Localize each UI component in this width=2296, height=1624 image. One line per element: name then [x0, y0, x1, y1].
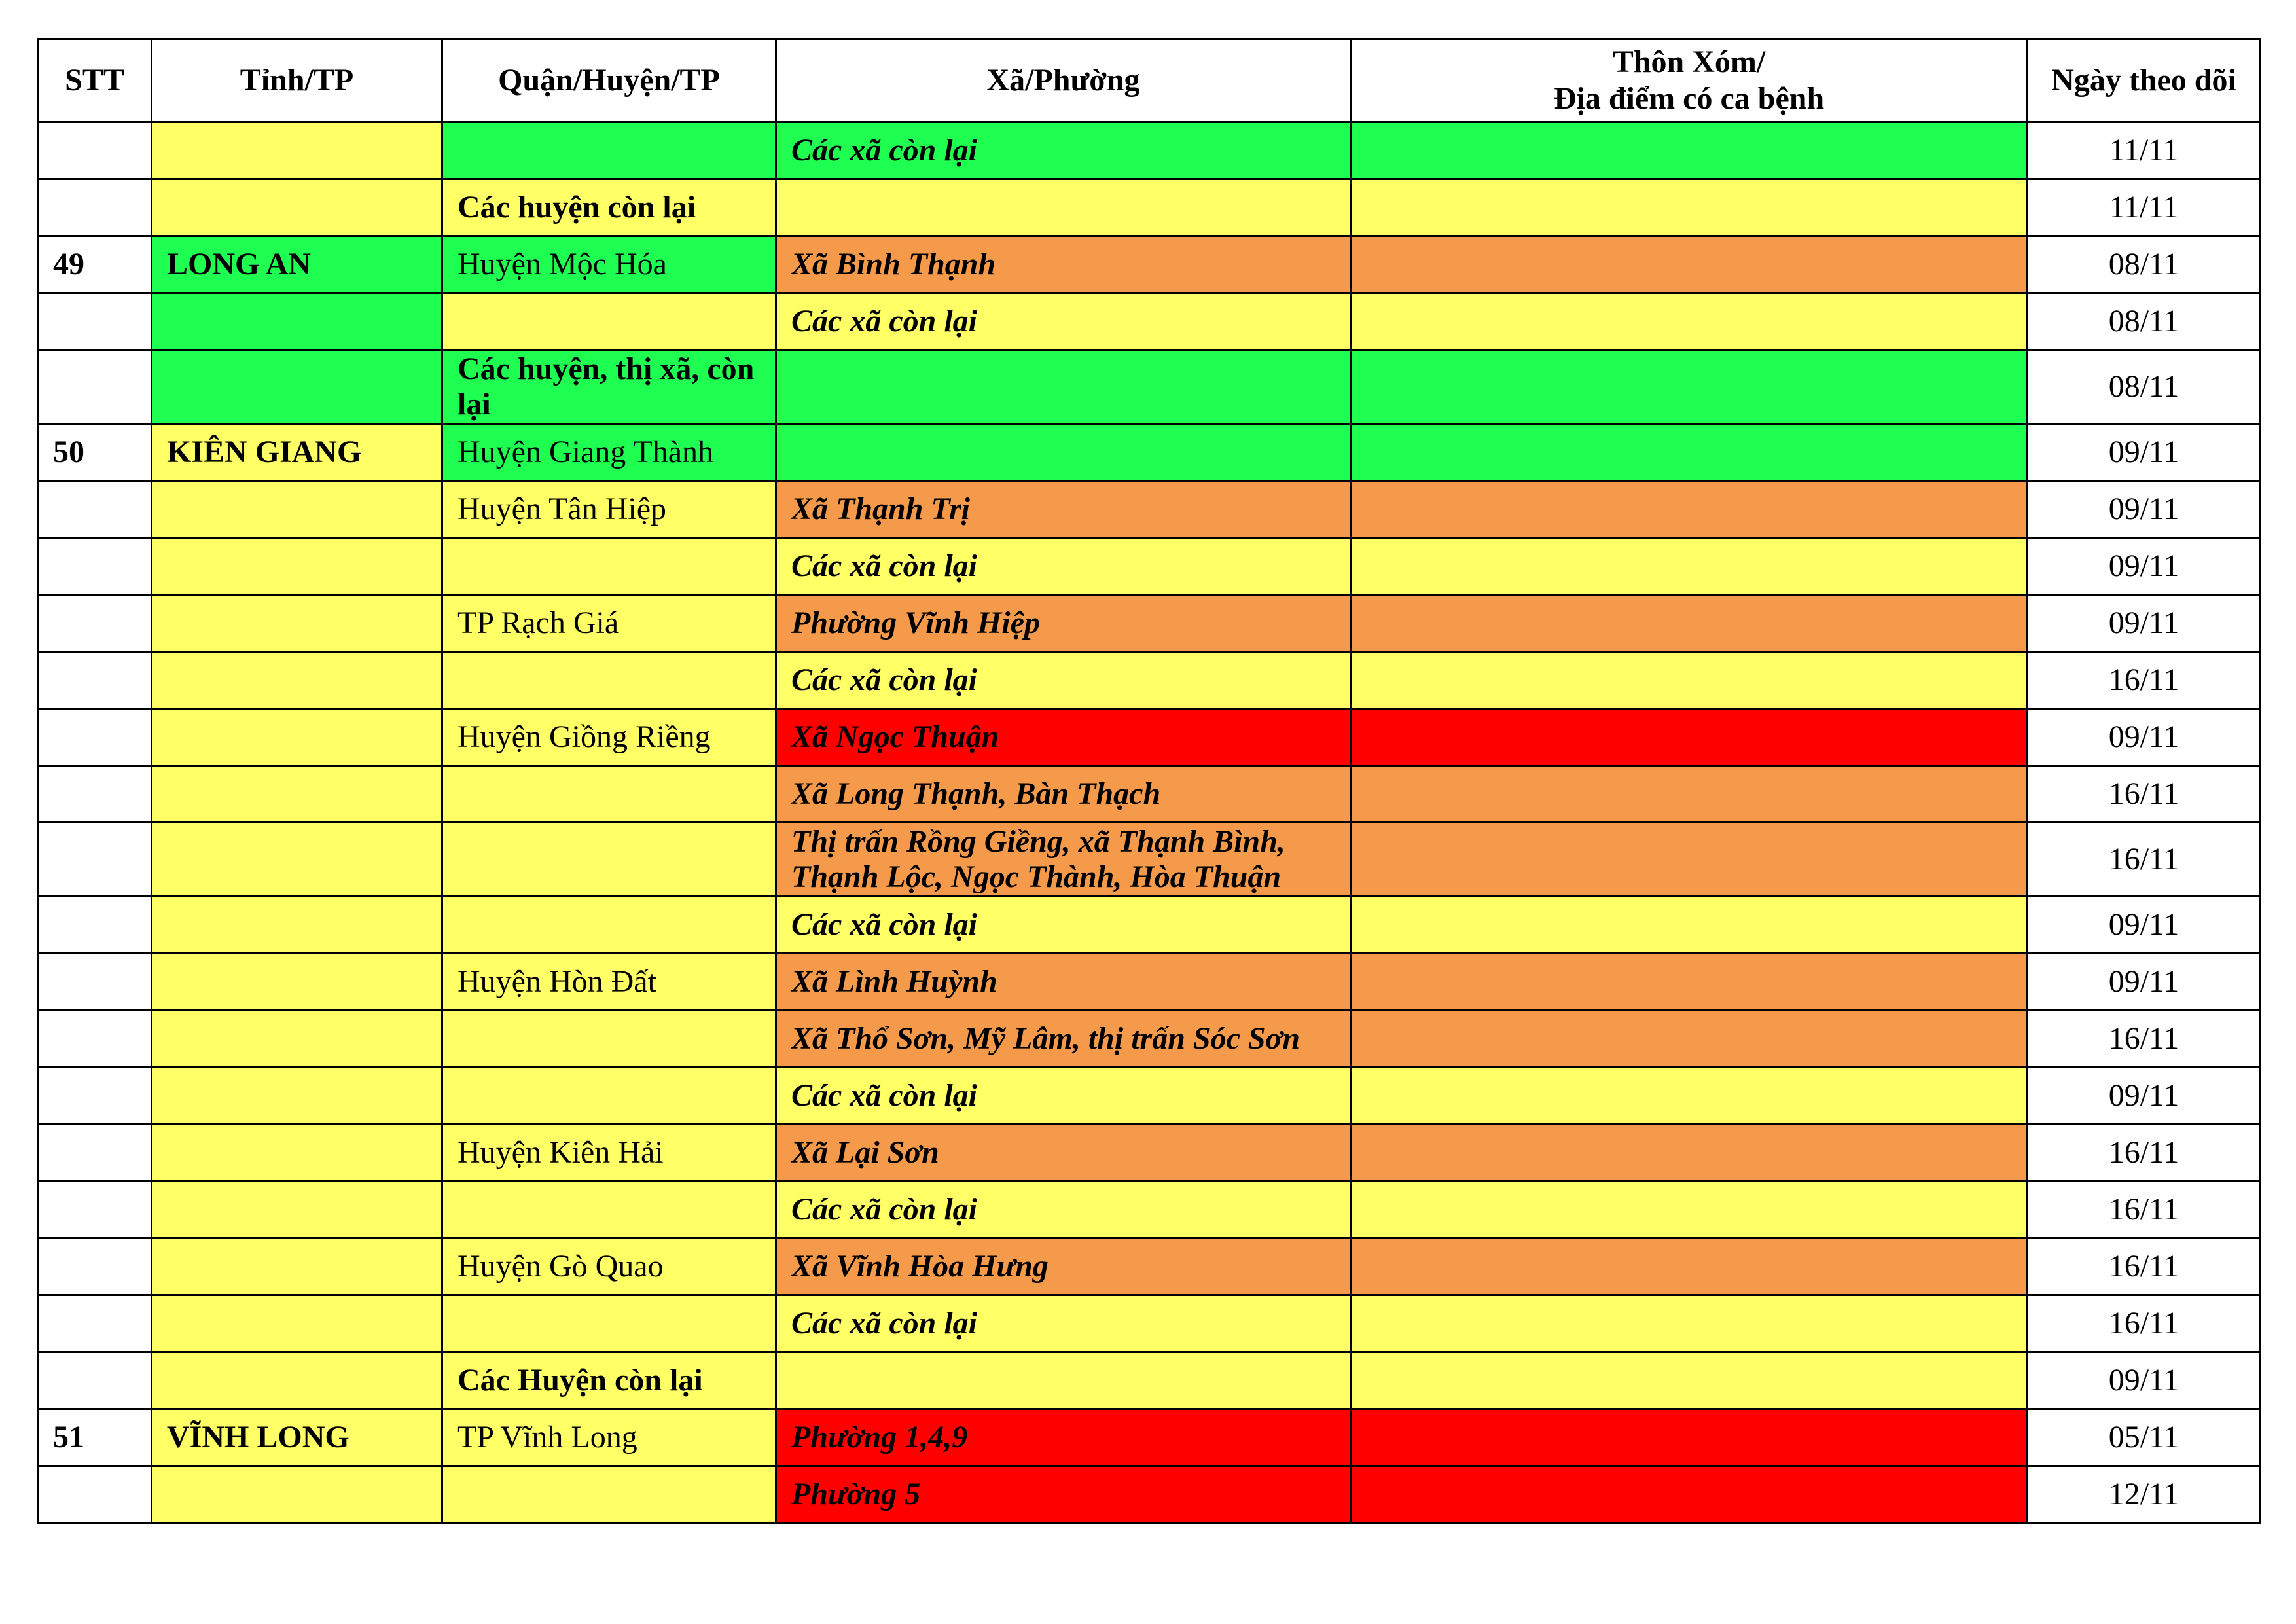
- hamlet-cell: [1351, 481, 2028, 538]
- stt-cell: [38, 1238, 152, 1295]
- commune-cell: Phường Vĩnh Hiệp: [776, 595, 1351, 652]
- district-cell: [442, 1068, 776, 1125]
- district-cell: [442, 122, 776, 179]
- province-cell: [152, 1125, 442, 1182]
- commune-cell: Các xã còn lại: [776, 538, 1351, 595]
- table-row: [38, 424, 2261, 481]
- hamlet-cell: [1351, 293, 2028, 350]
- district-cell: [442, 766, 776, 823]
- date-cell: 16/11: [2028, 1295, 2261, 1352]
- stt-cell: 50: [38, 424, 152, 481]
- stt-cell: 49: [38, 236, 152, 293]
- commune-cell: Thị trấn Rồng Giềng, xã Thạnh Bình, Thạnh Lộc, Ngọc Thành, Hòa Thuận: [776, 823, 1351, 897]
- table-row: [38, 1182, 2261, 1238]
- commune-cell: Các xã còn lại: [776, 1295, 1351, 1352]
- district-cell: [442, 823, 776, 897]
- hamlet-cell: [1351, 897, 2028, 954]
- tracking-table: [37, 38, 2261, 1524]
- commune-cell: Phường 5: [776, 1466, 1351, 1523]
- commune-cell: Xã Long Thạnh, Bàn Thạch: [776, 766, 1351, 823]
- province-cell: [152, 897, 442, 954]
- table-row: [38, 954, 2261, 1011]
- province-cell: [152, 766, 442, 823]
- table-row: [38, 179, 2261, 236]
- commune-cell: Xã Lình Huỳnh: [776, 954, 1351, 1011]
- table-row: [38, 1352, 2261, 1409]
- commune-cell: Các xã còn lại: [776, 1068, 1351, 1125]
- date-cell: 09/11: [2028, 595, 2261, 652]
- date-cell: 16/11: [2028, 1125, 2261, 1182]
- hamlet-cell: [1351, 1182, 2028, 1238]
- province-cell: [152, 1238, 442, 1295]
- table-row: [38, 1238, 2261, 1295]
- district-cell: Huyện Hòn Đất: [442, 954, 776, 1011]
- district-cell: [442, 1466, 776, 1523]
- stt-cell: [38, 179, 152, 236]
- date-cell: 11/11: [2028, 122, 2261, 179]
- stt-cell: [38, 538, 152, 595]
- hamlet-cell: [1351, 766, 2028, 823]
- date-cell: 09/11: [2028, 1352, 2261, 1409]
- hamlet-cell: [1351, 1295, 2028, 1352]
- table-row: [38, 766, 2261, 823]
- commune-cell: Phường 1,4,9: [776, 1409, 1351, 1466]
- district-cell: Huyện Giồng Riềng: [442, 709, 776, 766]
- district-cell: Huyện Tân Hiệp: [442, 481, 776, 538]
- province-cell: [152, 481, 442, 538]
- province-cell: [152, 709, 442, 766]
- commune-cell: Xã Thổ Sơn, Mỹ Lâm, thị trấn Sóc Sơn: [776, 1011, 1351, 1068]
- district-cell: [442, 897, 776, 954]
- province-cell: [152, 1011, 442, 1068]
- district-cell: TP Vĩnh Long: [442, 1409, 776, 1466]
- province-cell: [152, 1352, 442, 1409]
- stt-cell: [38, 481, 152, 538]
- district-cell: Huyện Mộc Hóa: [442, 236, 776, 293]
- table-row: [38, 481, 2261, 538]
- hamlet-cell: [1351, 595, 2028, 652]
- stt-cell: [38, 1182, 152, 1238]
- stt-cell: [38, 350, 152, 424]
- date-cell: 09/11: [2028, 424, 2261, 481]
- commune-cell: Các xã còn lại: [776, 1182, 1351, 1238]
- district-cell: Các Huyện còn lại: [442, 1352, 776, 1409]
- district-cell: Huyện Giang Thành: [442, 424, 776, 481]
- date-cell: 16/11: [2028, 1011, 2261, 1068]
- commune-cell: Các xã còn lại: [776, 897, 1351, 954]
- table-row: [38, 1409, 2261, 1466]
- hamlet-cell: [1351, 179, 2028, 236]
- stt-cell: [38, 1068, 152, 1125]
- commune-cell: Các xã còn lại: [776, 122, 1351, 179]
- date-cell: 09/11: [2028, 954, 2261, 1011]
- province-cell: [152, 954, 442, 1011]
- table-row: [38, 293, 2261, 350]
- province-cell: LONG AN: [152, 236, 442, 293]
- hamlet-cell: [1351, 1352, 2028, 1409]
- table-row: [38, 1125, 2261, 1182]
- commune-cell: Xã Bình Thạnh: [776, 236, 1351, 293]
- table-row: [38, 538, 2261, 595]
- district-cell: TP Rạch Giá: [442, 595, 776, 652]
- stt-cell: [38, 954, 152, 1011]
- province-cell: [152, 1182, 442, 1238]
- stt-cell: [38, 1466, 152, 1523]
- date-cell: 09/11: [2028, 1068, 2261, 1125]
- hamlet-cell: [1351, 1125, 2028, 1182]
- header-row: [38, 39, 2261, 122]
- district-cell: [442, 538, 776, 595]
- district-cell: Các huyện còn lại: [442, 179, 776, 236]
- stt-cell: [38, 595, 152, 652]
- province-cell: [152, 823, 442, 897]
- table-body: [38, 122, 2261, 1523]
- table-row: [38, 350, 2261, 424]
- district-cell: [442, 652, 776, 709]
- date-cell: 16/11: [2028, 766, 2261, 823]
- header-date: Ngày theo dõi: [2028, 39, 2261, 122]
- hamlet-cell: [1351, 652, 2028, 709]
- commune-cell: [776, 179, 1351, 236]
- date-cell: 08/11: [2028, 293, 2261, 350]
- stt-cell: [38, 897, 152, 954]
- hamlet-cell: [1351, 236, 2028, 293]
- header-hamlet-line1: Thôn Xóm/: [1612, 45, 1766, 79]
- stt-cell: [38, 122, 152, 179]
- header-commune: Xã/Phường: [776, 39, 1351, 122]
- stt-cell: [38, 1125, 152, 1182]
- header-stt: STT: [38, 39, 152, 122]
- district-cell: [442, 293, 776, 350]
- stt-cell: 51: [38, 1409, 152, 1466]
- district-cell: [442, 1011, 776, 1068]
- date-cell: 05/11: [2028, 1409, 2261, 1466]
- commune-cell: [776, 424, 1351, 481]
- table-row: [38, 1466, 2261, 1523]
- commune-cell: Xã Ngọc Thuận: [776, 709, 1351, 766]
- province-cell: [152, 350, 442, 424]
- district-cell: Huyện Gò Quao: [442, 1238, 776, 1295]
- stt-cell: [38, 293, 152, 350]
- province-cell: VĨNH LONG: [152, 1409, 442, 1466]
- province-cell: [152, 1295, 442, 1352]
- hamlet-cell: [1351, 424, 2028, 481]
- district-cell: Huyện Kiên Hải: [442, 1125, 776, 1182]
- stt-cell: [38, 709, 152, 766]
- table-row: [38, 1295, 2261, 1352]
- hamlet-cell: [1351, 350, 2028, 424]
- hamlet-cell: [1351, 823, 2028, 897]
- hamlet-cell: [1351, 1068, 2028, 1125]
- date-cell: 09/11: [2028, 538, 2261, 595]
- commune-cell: Các xã còn lại: [776, 652, 1351, 709]
- province-cell: [152, 293, 442, 350]
- table-row: [38, 236, 2261, 293]
- commune-cell: [776, 350, 1351, 424]
- hamlet-cell: [1351, 1409, 2028, 1466]
- date-cell: 16/11: [2028, 823, 2261, 897]
- date-cell: 11/11: [2028, 179, 2261, 236]
- hamlet-cell: [1351, 538, 2028, 595]
- commune-cell: Xã Vĩnh Hòa Hưng: [776, 1238, 1351, 1295]
- province-cell: [152, 122, 442, 179]
- date-cell: 09/11: [2028, 897, 2261, 954]
- header-district: Quận/Huyện/TP: [442, 39, 776, 122]
- province-cell: KIÊN GIANG: [152, 424, 442, 481]
- table-row: [38, 709, 2261, 766]
- stt-cell: [38, 823, 152, 897]
- province-cell: [152, 1068, 442, 1125]
- date-cell: 16/11: [2028, 1182, 2261, 1238]
- table-row: [38, 1068, 2261, 1125]
- date-cell: 09/11: [2028, 481, 2261, 538]
- table-row: [38, 897, 2261, 954]
- province-cell: [152, 595, 442, 652]
- date-cell: 12/11: [2028, 1466, 2261, 1523]
- commune-cell: Xã Lại Sơn: [776, 1125, 1351, 1182]
- header-province: Tỉnh/TP: [152, 39, 442, 122]
- stt-cell: [38, 1352, 152, 1409]
- hamlet-cell: [1351, 709, 2028, 766]
- date-cell: 08/11: [2028, 236, 2261, 293]
- stt-cell: [38, 766, 152, 823]
- table-row: [38, 595, 2261, 652]
- district-cell: [442, 1182, 776, 1238]
- hamlet-cell: [1351, 1011, 2028, 1068]
- province-cell: [152, 179, 442, 236]
- commune-cell: [776, 1352, 1351, 1409]
- stt-cell: [38, 652, 152, 709]
- table-row: [38, 823, 2261, 897]
- hamlet-cell: [1351, 1466, 2028, 1523]
- province-cell: [152, 538, 442, 595]
- commune-cell: Xã Thạnh Trị: [776, 481, 1351, 538]
- header-hamlet-line2: Địa điểm có ca bệnh: [1553, 81, 1825, 116]
- hamlet-cell: [1351, 954, 2028, 1011]
- province-cell: [152, 652, 442, 709]
- stt-cell: [38, 1011, 152, 1068]
- district-cell: [442, 1295, 776, 1352]
- province-cell: [152, 1466, 442, 1523]
- header-hamlet: [1351, 39, 2028, 122]
- table-row: [38, 652, 2261, 709]
- date-cell: 16/11: [2028, 1238, 2261, 1295]
- hamlet-cell: [1351, 122, 2028, 179]
- table-row: [38, 122, 2261, 179]
- date-cell: 08/11: [2028, 350, 2261, 424]
- date-cell: 16/11: [2028, 652, 2261, 709]
- date-cell: 09/11: [2028, 709, 2261, 766]
- hamlet-cell: [1351, 1238, 2028, 1295]
- table-row: [38, 1011, 2261, 1068]
- district-cell: Các huyện, thị xã, còn lại: [442, 350, 776, 424]
- stt-cell: [38, 1295, 152, 1352]
- commune-cell: Các xã còn lại: [776, 293, 1351, 350]
